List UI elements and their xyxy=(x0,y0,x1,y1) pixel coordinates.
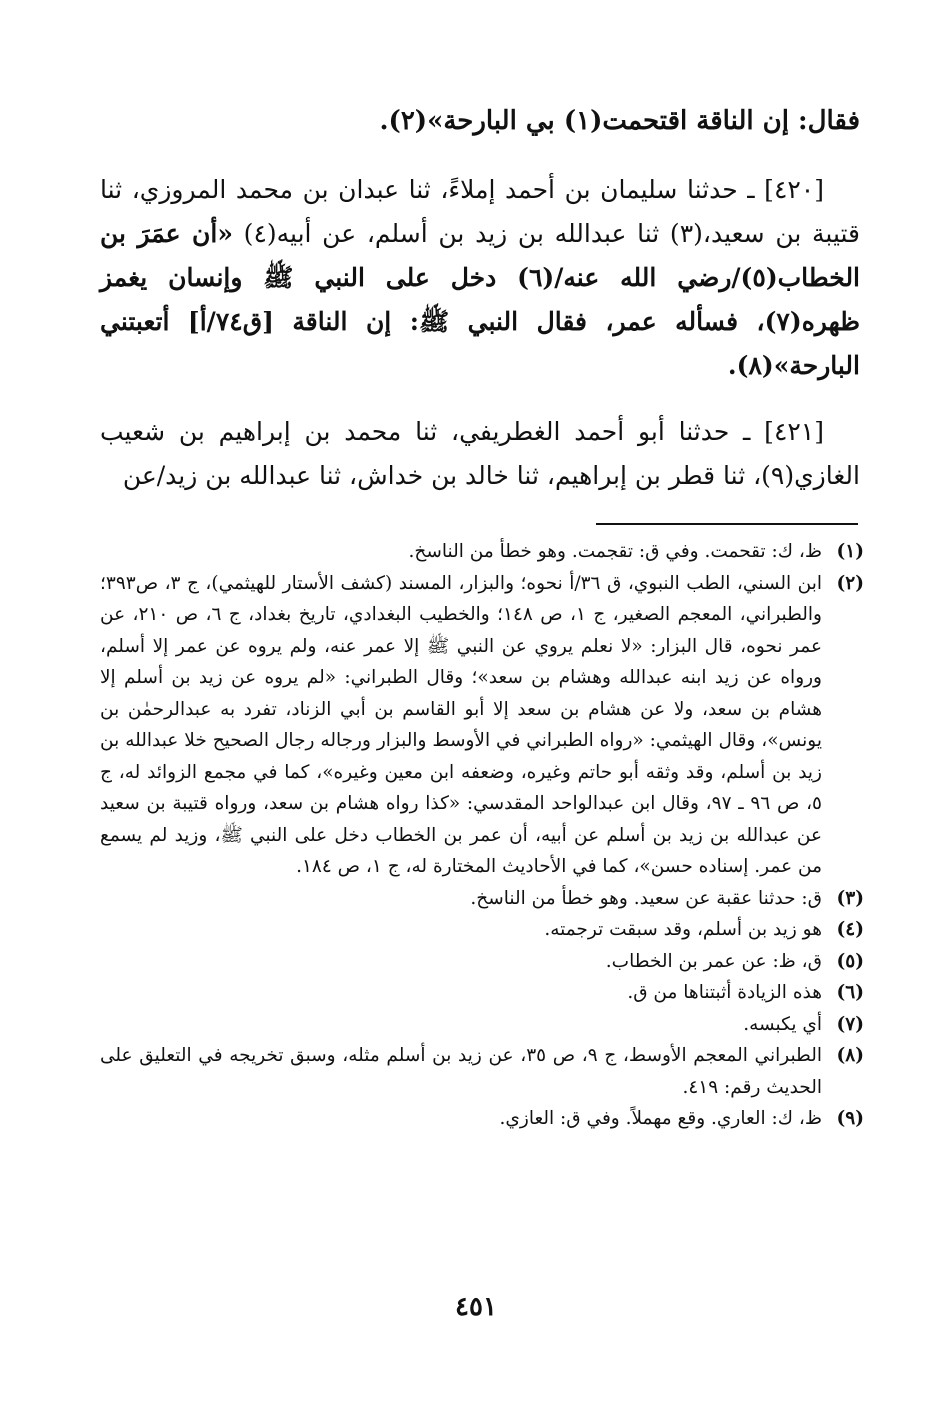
footnote xyxy=(100,536,864,568)
footnote-number: (٩) xyxy=(836,1108,864,1129)
hadith-420 xyxy=(100,168,860,388)
footnote-number: (٣) xyxy=(836,887,864,909)
footnote-number: (٨) xyxy=(836,1045,864,1066)
page-number: ٤٥١ xyxy=(455,1292,497,1322)
footnote-divider xyxy=(596,523,858,525)
footnote-text: هذه الزيادة أثبتناها من ق. xyxy=(627,982,822,1003)
footnote-number: (٥) xyxy=(836,950,864,972)
hadith-number: [٤٢١] xyxy=(764,417,824,446)
lead-line: فقال: إن الناقة اقتحمت(١) بي البارحة»(٢). xyxy=(379,106,860,136)
footnote xyxy=(100,568,864,883)
footnote xyxy=(100,946,864,978)
footnote-text: ابن السني، الطب النبوي، ق ٣٦/أ نحوه؛ والبزار، المسند (كشف الأستار للهيثمي)، ج ٣، ص٣٩٣؛ والطبراني، المعجم الصغير، ج ١، ص ١٤٨؛ والخطيب البغدادي، تاريخ بغداد، ج ٦، ص ٢١٠، عن عمر نحوه، قال البزار: «لا نعلم يروي عن النبي ﷺ إلا عمر عنه، ولم يروه عن عمر إلا أسلم، ورواه عن زيد ابنه عبدالله وهشام بن سعد»؛ وقال الطبراني: «لم يروه عن زيد بن أسلم إلا هشام بن سعد، ولا عن هشام بن سعد إلا أبو القاسم بن أبي الزناد، تفرد به عبدالرحمٰن بن يونس»، وقال الهيثمي: «رواه الطبراني في الأوسط والبزار ورجاله رجال الصحيح خلا عبدالله بن زيد بن أسلم، وقد وثقه أبو حاتم وغيره، وضعفه ابن معين وغيره»، كما في مجمع الزوائد له، ج ٥، ص ٩٦ ـ ٩٧، وقال ابن عبدالواحد المقدسي: «كذا رواه هشام بن سعد، ورواه قتيبة بن سعيد عن عبدالله بن زيد بن أسلم عن أبيه، أن عمر بن الخطاب دخل على النبي ﷺ، وزيد لم يسمع من عمر. إسناده حسن»، كما في الأحاديث المختارة له، ج ١، ص ١٨٤. xyxy=(100,572,822,877)
hadith-421 xyxy=(100,410,860,498)
footnote xyxy=(100,977,864,1009)
hadith-number: [٤٢٠] xyxy=(764,175,824,204)
footnote-number: (٢) xyxy=(836,572,864,594)
footnotes xyxy=(100,536,864,1135)
footnote xyxy=(100,1103,864,1135)
footnote-text: هو زيد بن أسلم، وقد سبقت ترجمته. xyxy=(544,919,822,940)
hadith-isnad: ـ حدثنا سليمان بن أحمد إملاءً، ثنا عبدان بن محمد المروزي، ثنا قتيبة بن سعيد،(٣) ثنا عبدالله بن زيد بن أسلم، عن أبيه(٤) xyxy=(100,175,860,248)
main-text xyxy=(100,92,860,520)
footnote xyxy=(100,1040,864,1103)
footnote-number: (١) xyxy=(836,541,864,562)
hadith-isnad: ـ حدثنا أبو أحمد الغطريفي، ثنا محمد بن إبراهيم بن شعيب الغازي(٩)، ثنا قطر بن إبراهيم، ثنا خالد بن خداش، ثنا عبدالله بن زيد/عن xyxy=(100,417,860,490)
footnote-text: أي يكبسه. xyxy=(743,1013,822,1035)
footnote-text: ظ، ك: تقحمت. وفي ق: تقجمت. وهو خطأ من الناسخ. xyxy=(408,541,822,562)
footnote xyxy=(100,883,864,915)
hadith-matn: «أن عمَرَ بن الخطاب(٥)/رضي الله عنه/(٦) دخل على النبي ﷺ وإنسان يغمز ظهره(٧)، فسأله عمر، فقال النبي ﷺ: إن الناقة [ق٧٤/أ] أتعبتني البارحة»(٨). xyxy=(100,219,861,380)
footnote-text: ظ، ك: العاري. وقع مهملاً. وفي ق: العازي. xyxy=(499,1108,822,1129)
footnote-text: الطبراني المعجم الأوسط، ج ٩، ص ٣٥، عن زيد بن أسلم مثله، وسبق تخريجه في التعليق على الحديث رقم: ٤١٩. xyxy=(100,1045,822,1098)
footnote-text: ق: حدثنا عقبة عن سعيد. وهو خطأ من الناسخ. xyxy=(470,887,822,909)
footnote-text: ق، ظ: عن عمر بن الخطاب. xyxy=(605,950,822,972)
footnote-number: (٧) xyxy=(836,1013,864,1035)
footnote xyxy=(100,1009,864,1041)
footnote-number: (٦) xyxy=(836,982,864,1003)
footnote xyxy=(100,914,864,946)
footnote-number: (٤) xyxy=(836,919,864,940)
